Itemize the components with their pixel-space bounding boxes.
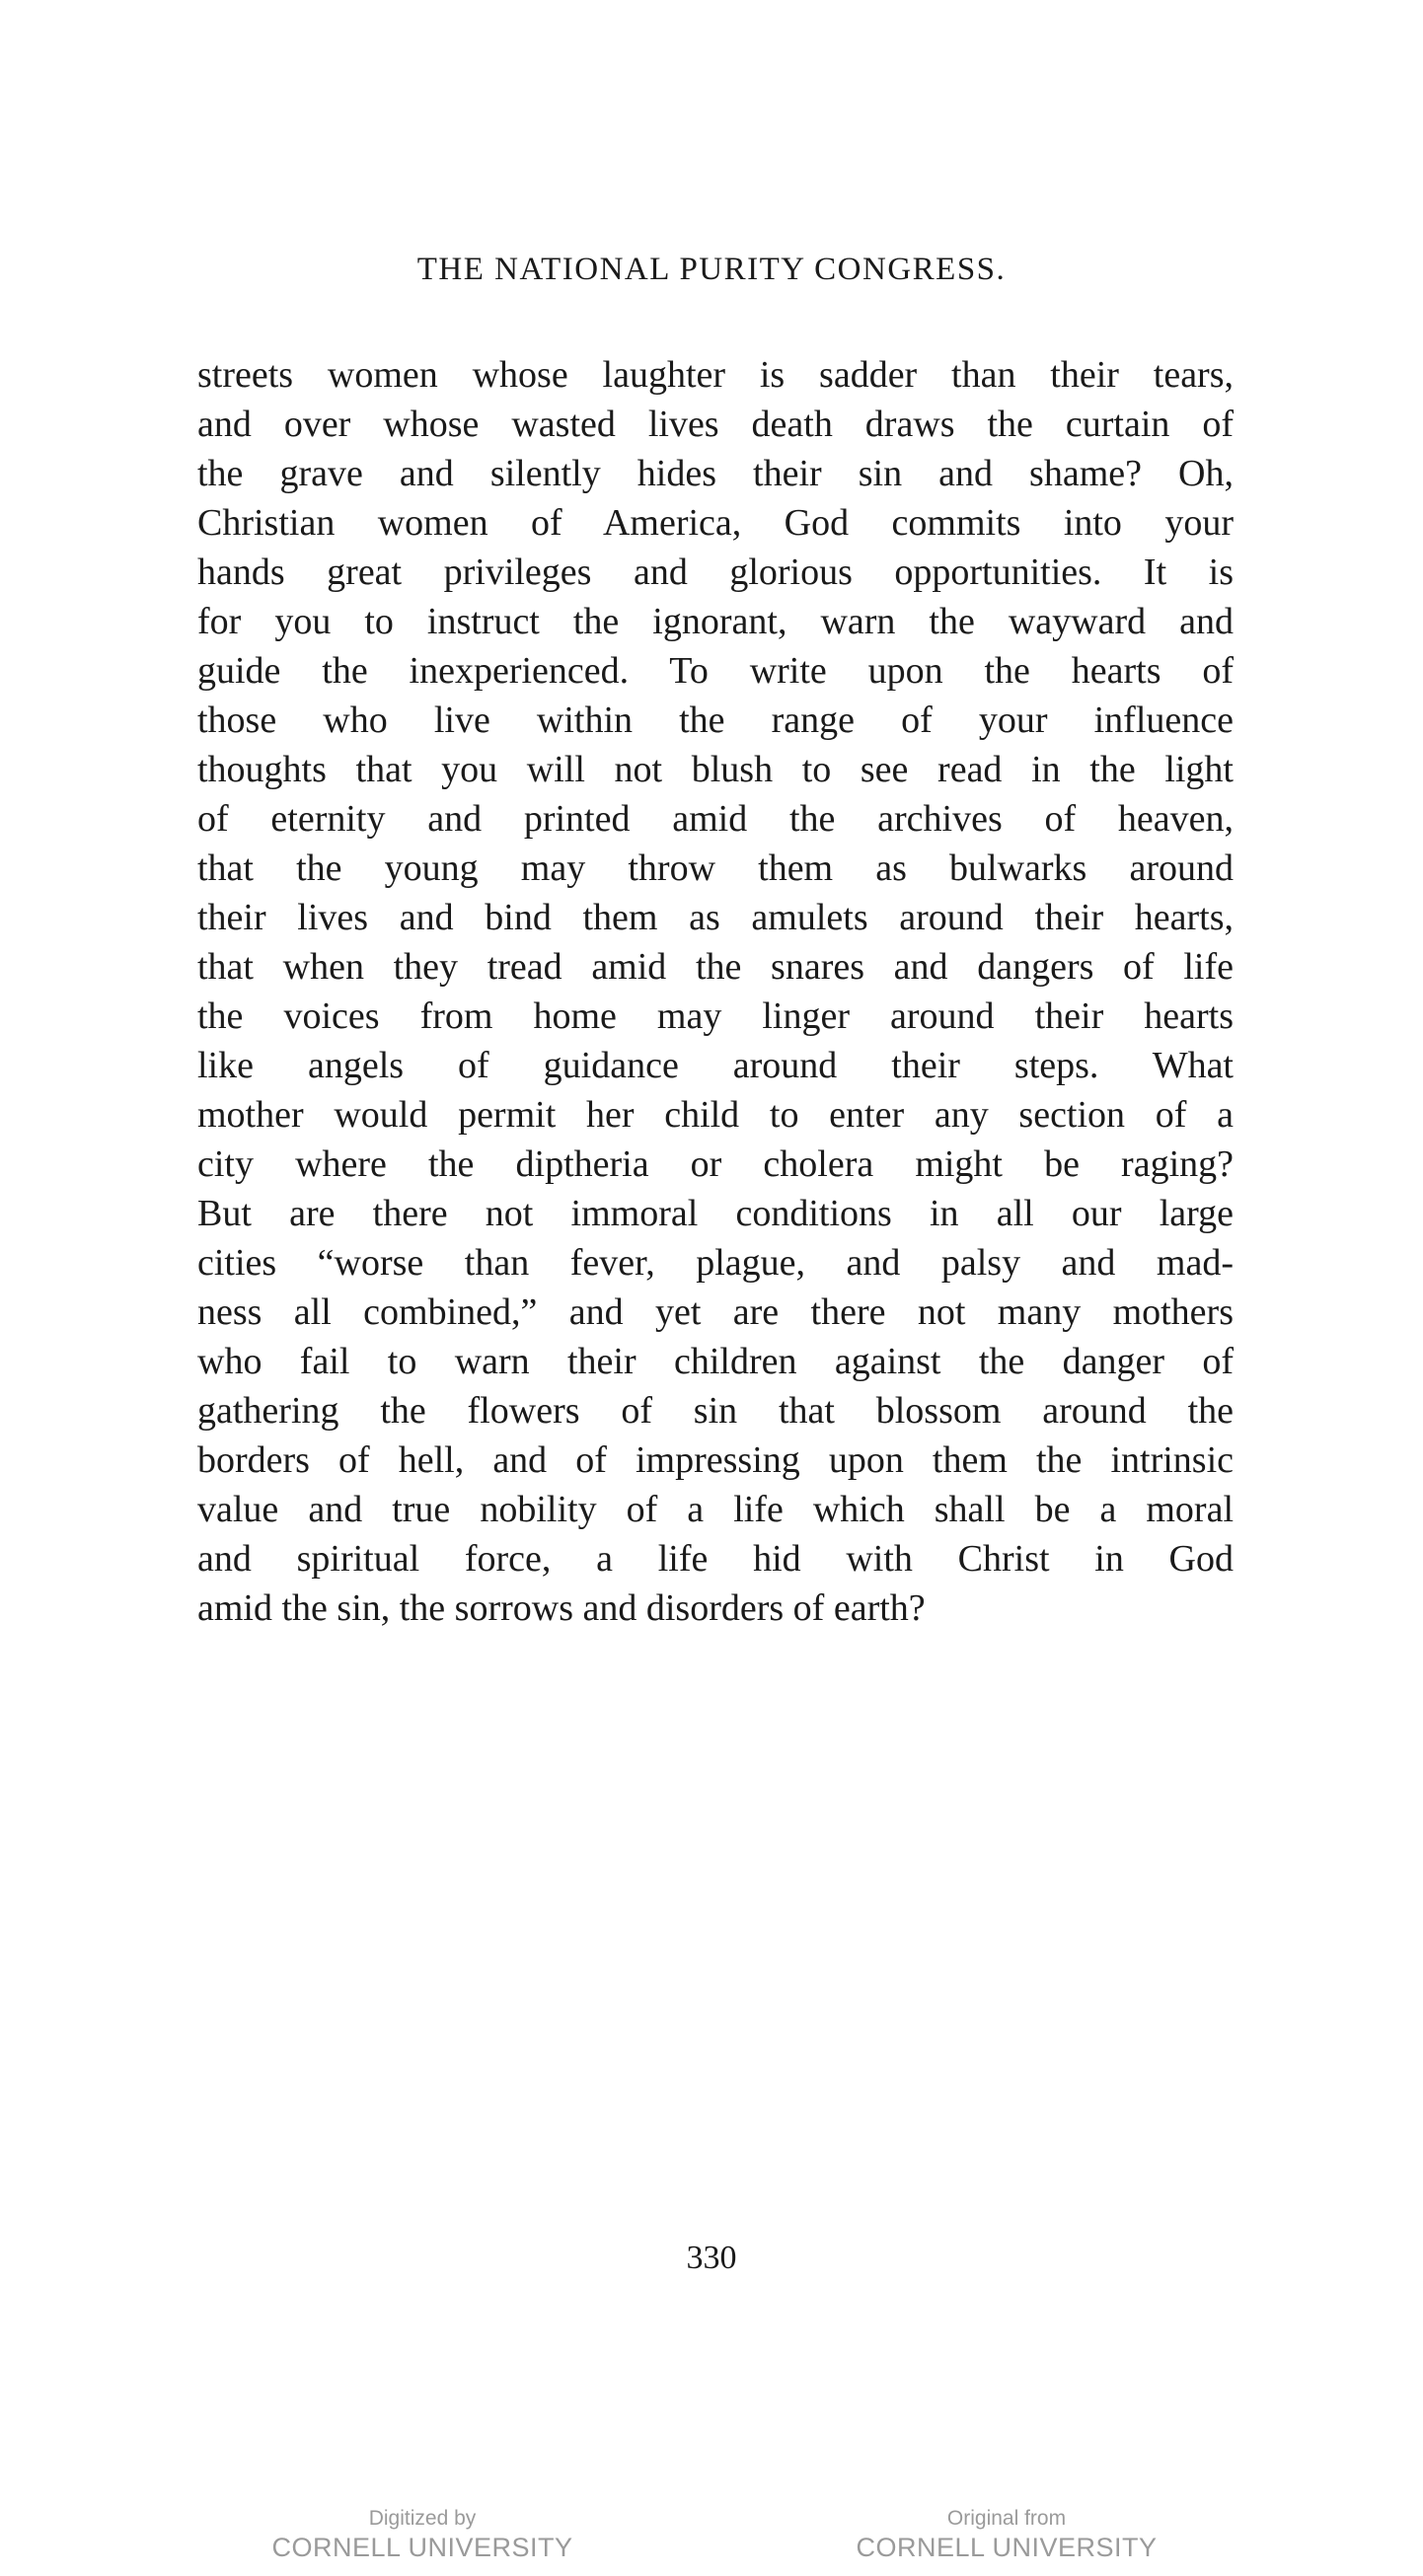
footer-digitized-by — [215, 2506, 630, 2563]
text-line: hands great privileges and glorious opportunities. It is — [197, 552, 1234, 593]
text-line: of eternity and printed amid the archives of heaven, — [197, 798, 1234, 840]
text-line: ness all combined,” and yet are there not many mothers — [197, 1291, 1234, 1333]
footer-label: Original from — [946, 2507, 1067, 2530]
text-line: their lives and bind them as amulets around their hearts, — [197, 897, 1234, 938]
footer-institution: CORNELL UNIVERSITY — [271, 2533, 573, 2562]
text-line: gathering the flowers of sin that blossom around the — [197, 1390, 1234, 1432]
text-line: and spiritual force, a life hid with Christ in God — [197, 1538, 1234, 1580]
text-line: But are there not immoral conditions in all our large — [197, 1193, 1234, 1234]
text-line: those who live within the range of your influence — [197, 699, 1234, 741]
text-line: for you to instruct the ignorant, warn the wayward and — [197, 601, 1234, 642]
text-line: borders of hell, and of impressing upon them the intrinsic — [197, 1439, 1234, 1481]
text-line: and over whose wasted lives death draws the curtain of — [197, 404, 1234, 445]
text-line: amid the sin, the sorrows and disorders of earth? — [197, 1587, 926, 1629]
page-number: 330 — [686, 2240, 737, 2276]
text-line: who fail to warn their children against the danger of — [197, 1341, 1234, 1382]
text-line: the grave and silently hides their sin and shame? Oh, — [197, 453, 1234, 494]
text-line: the voices from home may linger around their hearts — [197, 995, 1234, 1037]
text-line: like angels of guidance around their steps. What — [197, 1045, 1234, 1086]
text-line: Christian women of America, God commits into your — [197, 502, 1234, 544]
footer-original-from — [799, 2506, 1214, 2563]
text-line: city where the diptheria or cholera might be raging? — [197, 1143, 1234, 1185]
footer-institution: CORNELL UNIVERSITY — [856, 2533, 1158, 2562]
body-text — [197, 350, 1234, 1633]
text-line: cities “worse than fever, plague, and palsy and mad- — [197, 1242, 1234, 1284]
text-line: guide the inexperienced. To write upon the hearts of — [197, 650, 1234, 692]
footer-label: Digitized by — [368, 2507, 477, 2530]
text-line: that when they tread amid the snares and dangers of life — [197, 946, 1234, 988]
text-line: mother would permit her child to enter any section of a — [197, 1094, 1234, 1136]
running-head: THE NATIONAL PURITY CONGRESS. — [416, 252, 1007, 287]
text-line: thoughts that you will not blush to see read in the light — [197, 749, 1234, 790]
text-line: value and true nobility of a life which shall be a moral — [197, 1489, 1234, 1530]
text-line: streets women whose laughter is sadder than their tears, — [197, 354, 1234, 396]
text-line: that the young may throw them as bulwarks around — [197, 847, 1234, 889]
